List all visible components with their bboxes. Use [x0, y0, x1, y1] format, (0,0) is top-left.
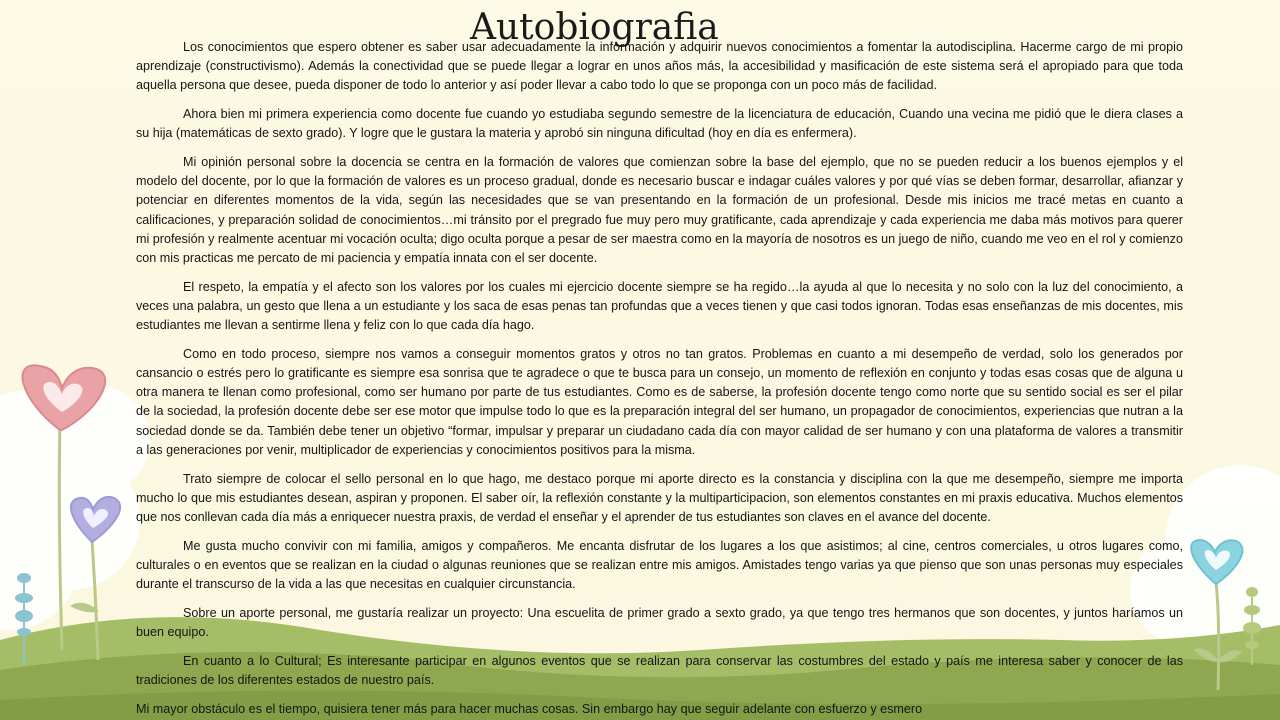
paragraph: Mi mayor obstáculo es el tiempo, quisiera tener más para hacer muchas cosas. Sin embargo hay que seguir adelante con esfuerzo y esmero	[136, 701, 923, 716]
paragraph: Me gusta mucho convivir con mi familia, amigos y compañeros. Me encanta disfrutar de los lugares a los que asistimos; al cine, centros comerciales, u otros lugares como, culturales o en eventos que se realizan en la ciudad o algunas reuniones que se realizan entre mis amigos. Amistades tengo varias ya que pienso que son unas personas muy especiales durante el transcurso de la vida a las que necesitas en cualquier circunstancia.	[136, 538, 1183, 592]
paragraph: Mi opinión personal sobre la docencia se centra en la formación de valores que comienzan sobre la base del ejemplo, que no se pueden reducir a los buenos ejemplos y el modelo del docente, por lo que la formación de valores es un proceso gradual, donde es necesario buscar e indagar cuáles valores y por qué vías se deben formar, desarrollar, afianzar y potenciar en diferentes momentos de la vida, según las necesidades que se van presentando en la formación de un profesional. Desde mis inicios me tracé metas en cuanto a calificaciones, y preparación solidad de conocimientos…mi tránsito por el pregrado fue muy pero muy gratificante, cada aprendizaje y cada experiencia me daba más motivos para querer mi profesión y realmente acentuar mi vocación oculta; digo oculta porque a pesar de ser maestra como en la mayoría de nosotros es un juego de niño, cuando me veo en el rol y comienzo con mis practicas me percato de mi paciencia y empatía innata con el ser docente.	[136, 155, 1183, 266]
paragraph: Como en todo proceso, siempre nos vamos a conseguir momentos gratos y otros no tan gratos. Problemas en cuanto a mi desempeño de verdad, solo los generados por cansancio o estrés pero lo gratificante es siempre esa sonrisa que te agradece o que te busca para un consejo, un momento de reflexión en conjunto y todas esas cosas que de alguna u otra manera te llenan como profesional, como ser humano por parte de tus estudiantes. Como es de saberse, la profesión docente tengo como norte que su sentido social es ser el pilar de la sociedad, la profesión docente debe ser ese motor que impulse todo lo que es la preparación integral del ser humano, un propagador de conocimientos, experiencias que nutran a la sociedad donde se da. También debe tener un objetivo “formar, impulsar y preparar un ciudadano cada día con mayor calidad de ser humano y con una plataforma de valores a transmitir a las generaciones por venir, multiplicador de experiencias y conocimientos positivos para la misma.	[136, 346, 1183, 457]
autobiography-body	[136, 38, 1183, 720]
paragraph: Ahora bien mi primera experiencia como docente fue cuando yo estudiaba segundo semestre de la licenciatura de educación, Cuando una vecina me pidió que le diera clases a su hija (matemáticas de sexto grado). Y logre que le gustara la materia y aprobó sin ninguna dificultad (hoy en día es enfermera).	[136, 107, 1183, 141]
paragraph: Sobre un aporte personal, me gustaría realizar un proyecto: Una escuelita de primer grado a sexto grado, ya que tengo tres hermanos que son docentes, y juntos haríamos un buen equipo.	[136, 605, 1183, 639]
paragraph: En cuanto a lo Cultural; Es interesante participar en algunos eventos que se realizan para conservar las costumbres del estado y país me interesa saber y conocer de las tradiciones de los diferentes estados de nuestro país.	[136, 653, 1183, 687]
paragraph: Los conocimientos que espero obtener es saber usar adecuadamente la información y adquirir nuevos conocimientos a fomentar la autodisciplina. Hacerme cargo de mi propio aprendizaje (constructivismo). Además la conectividad que se puede llegar a lograr en unos años más, la accesibilidad y masificación de este sistema será el apropiado para que toda aquella persona que desee, pueda disponer de todo lo anterior y así poder llevar a cabo todo lo que se proponga con un poco más de facilidad.	[136, 40, 1183, 93]
paragraph: El respeto, la empatía y el afecto son los valores por los cuales mi ejercicio docente siempre se ha regido…la ayuda al que lo necesita y no solo con la luz del conocimiento, a veces una palabra, un gesto que llena a un estudiante y los saca de esas penas tan profundas que a veces tienen y que casi todos ignoran. Todas esas enseñanzas de mis docentes, mis estudiantes me llevan a sentirme llena y feliz con lo que cada día hago.	[136, 279, 1183, 333]
page-title: Autobiografia	[470, 7, 719, 48]
paragraph: Trato siempre de colocar el sello personal en lo que hago, me destaco porque mi aporte directo es la constancia y disciplina con la que me desempeño, siempre me importa mucho lo que mis estudiantes desean, aspiran y proponen. El saber oír, la reflexión constante y la multiparticipacion, son elementos constantes en mi praxis educativa. Muchos elementos que nos conllevan cada día más a enriquecer nuestra praxis, de verdad el enseñar y el aprender de tus estudiantes son claves en el avance del docente.	[136, 471, 1183, 524]
